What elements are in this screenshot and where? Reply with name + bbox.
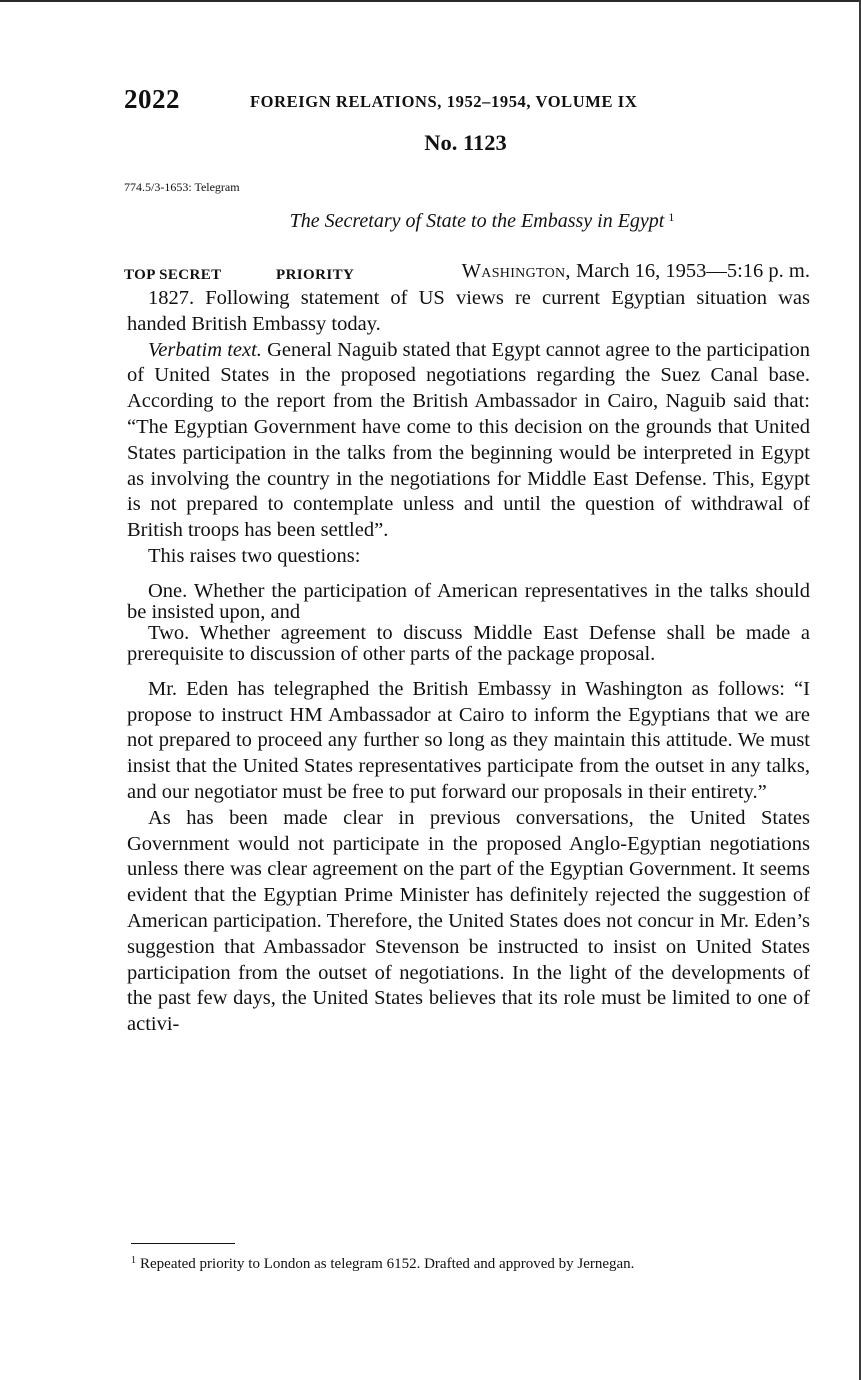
date-time: March 16, 1953—5:16 p. m. xyxy=(575,260,810,282)
page-edge-top xyxy=(0,0,861,2)
footnote-rule xyxy=(131,1243,235,1244)
document-title xyxy=(124,210,814,233)
paragraph-1: 1827. Following statement of US views re current Egyptian situation was handed British Embassy today. xyxy=(127,287,810,335)
footnote xyxy=(131,1250,814,1275)
paragraph-2 xyxy=(127,338,810,544)
running-title: FOREIGN RELATIONS, 1952–1954, VOLUME IX xyxy=(250,92,638,111)
document-number: No. 1123 xyxy=(424,130,507,155)
paragraph-3: This raises two questions: xyxy=(148,544,361,567)
dateline xyxy=(124,260,810,288)
question-two: Two. Whether agreement to discuss Middle East Defense shall be made a prerequisite to discussion of other parts of the package proposal. xyxy=(127,621,810,665)
place-and-date xyxy=(462,260,810,283)
priority: PRIORITY xyxy=(276,267,355,283)
footnote-marker: 1 xyxy=(668,210,675,224)
paragraph-2-text: General Naguib stated that Egypt cannot agree to the participation of United States in the proposed negotiations regarding the Suez Canal base. According to the report from the British Ambassador in Cairo, Naguib said that: “The Egyptian Government have come to this decision on the grounds that United States participation in the talks from the beginning would be interpreted in Egypt as involving the country in the negotiations for Middle East Defense. This, Egypt is not prepared to contemplate unless and until the question of withdrawal of British troops has been settled”. xyxy=(127,338,810,542)
running-head xyxy=(124,84,814,118)
place: Washington, xyxy=(461,260,571,282)
question-one: One. Whether the participation of American representatives in the talks should be insisted upon, and xyxy=(127,579,810,623)
question-list xyxy=(127,581,810,665)
paragraph-5: As has been made clear in previous conversations, the United States Government would not participate in the proposed Anglo-Egyptian negotiations unless there was clear agreement on the part of the Egyptian Government. It seems evident that the Egyptian Prime Minister has definitely rejected the suggestion of American participation. Therefore, the United States does not concur in Mr. Eden’s suggestion that Ambassador Stevenson be instructed to insist on United States participation from the outset of negotiations. In the light of the developments of the past few days, the United States believes that its role must be limited to one of activi- xyxy=(127,806,810,1036)
page-number: 2022 xyxy=(124,84,180,114)
telegram-body xyxy=(127,286,810,1038)
verbatim-label: Verbatim text. xyxy=(148,338,262,361)
document-title-text: The Secretary of State to the Embassy in Egypt xyxy=(289,210,665,232)
footnote-number: 1 xyxy=(131,1255,136,1266)
footnote-text: Repeated priority to London as telegram 6152. Drafted and approved by Jernegan. xyxy=(140,1256,635,1272)
file-reference: 774.5/3-1653: Telegram xyxy=(124,180,240,194)
paragraph-4: Mr. Eden has telegraphed the British Embassy in Washington as follows: “I propose to instruct HM Ambassador at Cairo to inform the Egyptians that we are not prepared to proceed any further so long as they maintain this attitude. We must insist that the United States representatives participate from the outset in any talks, and our negotiator must be free to put forward our proposals in their entirety.” xyxy=(127,677,810,803)
classification: TOP SECRET xyxy=(124,267,222,283)
footnote-text-block xyxy=(131,1250,814,1275)
